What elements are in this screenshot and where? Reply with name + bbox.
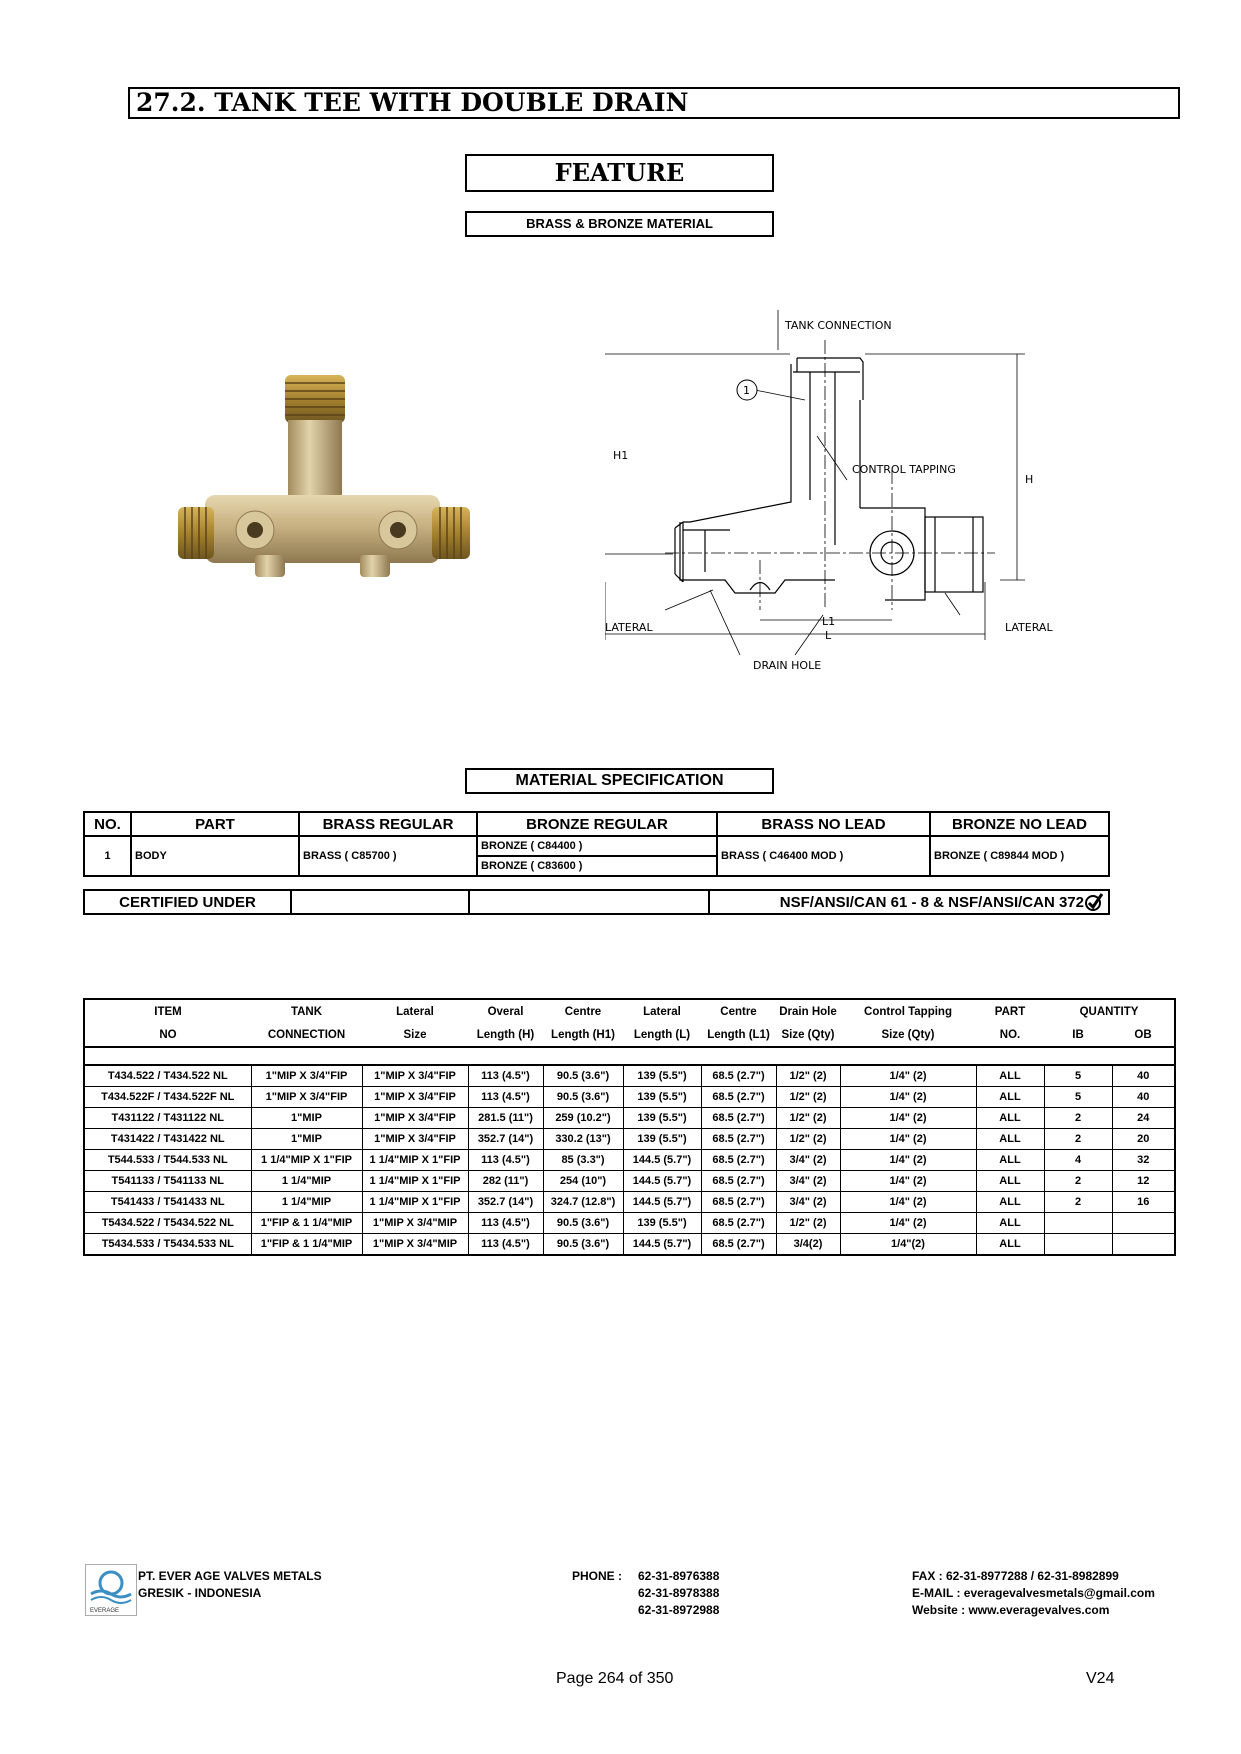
hdr-part-no: NO. — [976, 1023, 1044, 1047]
table-cell: ALL — [976, 1108, 1044, 1129]
hdr-part: PART — [994, 1005, 1026, 1018]
table-cell: 1/4" (2) — [840, 1108, 976, 1129]
table-cell: 330.2 (13") — [543, 1129, 623, 1150]
table-cell: T431122 / T431122 NL — [84, 1108, 251, 1129]
table-cell: 32 — [1112, 1150, 1175, 1171]
table-cell: 281.5 (11") — [468, 1108, 543, 1129]
table-cell: 90.5 (3.6") — [543, 1065, 623, 1087]
row-brass-regular: BRASS ( C85700 ) — [299, 836, 477, 876]
col-brass-no-lead: BRASS NO LEAD — [717, 812, 930, 836]
row-bronze-no-lead: BRONZE ( C89844 MOD ) — [930, 836, 1109, 876]
table-cell: 139 (5.5") — [623, 1129, 701, 1150]
company-block — [138, 1568, 322, 1602]
table-cell: 139 (5.5") — [623, 1108, 701, 1129]
table-cell: 5 — [1044, 1065, 1112, 1087]
table-cell: ALL — [976, 1234, 1044, 1256]
table-cell: T434.522F / T434.522F NL — [84, 1087, 251, 1108]
company-name: PT. EVER AGE VALVES METALS — [138, 1569, 322, 1583]
row-brass-no-lead: BRASS ( C46400 MOD ) — [717, 836, 930, 876]
table-cell: 259 (10.2") — [543, 1108, 623, 1129]
table-row — [84, 1213, 1175, 1234]
table-cell: 1/4" (2) — [840, 1171, 976, 1192]
version: V24 — [1086, 1670, 1115, 1687]
table-cell: T541433 / T541433 NL — [84, 1192, 251, 1213]
table-cell: 113 (4.5") — [468, 1087, 543, 1108]
hdr-quantity: QUANTITY — [1079, 1005, 1139, 1018]
table-cell: 1"FIP & 1 1/4"MIP — [251, 1234, 362, 1256]
table-cell: 1/4" (2) — [840, 1087, 976, 1108]
product-table — [83, 998, 1176, 1256]
col-part: PART — [131, 812, 299, 836]
label-control-tapping: CONTROL TAPPING — [852, 463, 956, 476]
hdr-drain-size: Size (Qty) — [776, 1023, 840, 1047]
table-cell: 1 1/4"MIP X 1"FIP — [251, 1150, 362, 1171]
hdr-length-l1: Length (L1) — [701, 1023, 776, 1047]
table-cell: 1 1/4"MIP X 1"FIP — [362, 1192, 468, 1213]
hdr-connection: CONNECTION — [251, 1023, 362, 1047]
table-cell: 144.5 (5.7") — [623, 1171, 701, 1192]
table-cell: 139 (5.5") — [623, 1213, 701, 1234]
label-lateral-right: LATERAL — [1005, 621, 1053, 634]
table-cell: 1 1/4"MIP X 1"FIP — [362, 1171, 468, 1192]
table-cell: 1"MIP X 3/4"FIP — [251, 1087, 362, 1108]
table-cell: 4 — [1044, 1150, 1112, 1171]
table-cell: 3/4" (2) — [776, 1192, 840, 1213]
table-cell: 90.5 (3.6") — [543, 1087, 623, 1108]
table-row — [84, 1171, 1175, 1192]
table-cell: 68.5 (2.7") — [701, 1171, 776, 1192]
phone-block — [638, 1568, 719, 1619]
table-row — [84, 1234, 1175, 1256]
hdr-no: NO — [84, 1023, 251, 1047]
label-lateral-left: LATERAL — [605, 621, 653, 634]
product-header-row-1 — [84, 999, 1175, 1023]
table-cell: T544.533 / T544.533 NL — [84, 1150, 251, 1171]
col-no: NO. — [84, 812, 131, 836]
table-cell: 1"MIP X 3/4"MIP — [362, 1213, 468, 1234]
section-title: 27.2. TANK TEE WITH DOUBLE DRAIN — [128, 87, 1180, 119]
table-cell: 68.5 (2.7") — [701, 1129, 776, 1150]
contact-block — [912, 1568, 1155, 1619]
table-row — [84, 1150, 1175, 1171]
table-cell: 1/4" (2) — [840, 1065, 976, 1087]
hdr-centre: Centre — [564, 1005, 602, 1018]
table-cell: 1"MIP X 3/4"FIP — [362, 1129, 468, 1150]
callout-number: 1 — [743, 384, 750, 397]
table-row — [84, 1108, 1175, 1129]
col-bronze-regular: BRONZE REGULAR — [477, 812, 717, 836]
table-cell: 40 — [1112, 1065, 1175, 1087]
label-drain-hole: DRAIN HOLE — [753, 659, 822, 672]
table-cell: 1/4" (2) — [840, 1129, 976, 1150]
table-cell: ALL — [976, 1213, 1044, 1234]
material-spec-row — [84, 836, 1109, 856]
table-cell: 2 — [1044, 1171, 1112, 1192]
table-cell: 2 — [1044, 1129, 1112, 1150]
phone-2: 62-31-8978388 — [638, 1586, 720, 1600]
label-h: H — [1025, 473, 1034, 486]
table-cell: 1 1/4"MIP X 1"FIP — [362, 1150, 468, 1171]
table-cell: 1"FIP & 1 1/4"MIP — [251, 1213, 362, 1234]
table-cell: 68.5 (2.7") — [701, 1150, 776, 1171]
table-cell: 2 — [1044, 1192, 1112, 1213]
table-cell: 1/2" (2) — [776, 1108, 840, 1129]
hdr-centre-l1: Centre — [720, 1005, 757, 1018]
table-row — [84, 1192, 1175, 1213]
table-cell: 1"MIP X 3/4"FIP — [251, 1065, 362, 1087]
certified-value: NSF/ANSI/CAN 61 - 8 & NSF/ANSI/CAN 372 — [779, 893, 1084, 911]
hdr-overal: Overal — [487, 1005, 524, 1018]
table-cell: ALL — [976, 1192, 1044, 1213]
table-cell: 254 (10") — [543, 1171, 623, 1192]
table-cell: 1/2" (2) — [776, 1129, 840, 1150]
table-cell: 16 — [1112, 1192, 1175, 1213]
table-cell: 324.7 (12.8") — [543, 1192, 623, 1213]
table-cell: 113 (4.5") — [468, 1150, 543, 1171]
table-cell: 139 (5.5") — [623, 1087, 701, 1108]
label-l1: L1 — [822, 615, 836, 628]
table-row — [84, 1087, 1175, 1108]
table-cell: 1/4" (2) — [840, 1150, 976, 1171]
table-cell: 68.5 (2.7") — [701, 1087, 776, 1108]
table-cell: 1 1/4"MIP — [251, 1171, 362, 1192]
table-cell: 113 (4.5") — [468, 1213, 543, 1234]
logo-text: EVERAGE — [90, 1608, 120, 1614]
table-cell: 1 1/4"MIP — [251, 1192, 362, 1213]
hdr-length-h: Length (H) — [468, 1023, 543, 1047]
label-l: L — [825, 629, 832, 642]
check-icon — [1084, 892, 1104, 912]
hdr-tapping-size: Size (Qty) — [840, 1023, 976, 1047]
table-cell: 352.7 (14") — [468, 1129, 543, 1150]
table-cell: 144.5 (5.7") — [623, 1150, 701, 1171]
table-cell: 1"MIP — [251, 1129, 362, 1150]
hdr-length-h1: Length (H1) — [543, 1023, 623, 1047]
table-cell: 1"MIP X 3/4"FIP — [362, 1087, 468, 1108]
hdr-ib: IB — [1044, 1023, 1112, 1047]
row-bronze-regular-1: BRONZE ( C84400 ) — [477, 836, 717, 856]
table-cell: 3/4(2) — [776, 1234, 840, 1256]
table-cell: 2 — [1044, 1108, 1112, 1129]
phone-label: PHONE : — [572, 1569, 623, 1583]
company-location: GRESIK - INDONESIA — [138, 1586, 262, 1600]
table-cell: T541133 / T541133 NL — [84, 1171, 251, 1192]
table-cell: 3/4" (2) — [776, 1171, 840, 1192]
table-cell — [1044, 1234, 1112, 1256]
hdr-ob: OB — [1112, 1023, 1175, 1047]
material-spec-header-row — [84, 812, 1109, 836]
table-cell: 85 (3.3") — [543, 1150, 623, 1171]
table-row — [84, 1065, 1175, 1087]
table-cell: T5434.533 / T5434.533 NL — [84, 1234, 251, 1256]
table-cell: T434.522 / T434.522 NL — [84, 1065, 251, 1087]
table-cell: ALL — [976, 1065, 1044, 1087]
table-cell: 1/2" (2) — [776, 1087, 840, 1108]
hdr-size: Size — [362, 1023, 468, 1047]
table-cell: 1"MIP X 3/4"FIP — [362, 1065, 468, 1087]
hdr-length-l: Length (L) — [623, 1023, 701, 1047]
website-link[interactable]: Website : www.everagevalves.com — [912, 1603, 1110, 1617]
product-photo — [170, 365, 490, 605]
product-rows — [84, 1065, 1175, 1255]
table-cell: 1/4" (2) — [840, 1213, 976, 1234]
product-header-row-2 — [84, 1023, 1175, 1047]
table-cell: 5 — [1044, 1087, 1112, 1108]
table-cell: 1"MIP X 3/4"MIP — [362, 1234, 468, 1256]
table-cell: 68.5 (2.7") — [701, 1108, 776, 1129]
phone-3: 62-31-8972988 — [638, 1603, 720, 1617]
table-row — [84, 1129, 1175, 1150]
feature-material: BRASS & BRONZE MATERIAL — [465, 211, 774, 237]
table-cell: T431422 / T431422 NL — [84, 1129, 251, 1150]
table-cell: 1"MIP X 3/4"FIP — [362, 1108, 468, 1129]
table-cell: 24 — [1112, 1108, 1175, 1129]
hdr-drain-hole: Drain Hole — [779, 1005, 837, 1018]
table-cell: 12 — [1112, 1171, 1175, 1192]
table-cell: 90.5 (3.6") — [543, 1234, 623, 1256]
table-cell: ALL — [976, 1129, 1044, 1150]
technical-drawing — [605, 310, 1065, 680]
certification-table — [83, 889, 1110, 915]
table-cell: 1/2" (2) — [776, 1065, 840, 1087]
col-brass-regular: BRASS REGULAR — [299, 812, 477, 836]
row-bronze-regular-2: BRONZE ( C83600 ) — [477, 856, 717, 876]
table-cell: ALL — [976, 1150, 1044, 1171]
table-cell: 68.5 (2.7") — [701, 1213, 776, 1234]
table-cell: 139 (5.5") — [623, 1065, 701, 1087]
table-cell: T5434.522 / T5434.522 NL — [84, 1213, 251, 1234]
row-no: 1 — [84, 836, 131, 876]
table-cell: 352.7 (14") — [468, 1192, 543, 1213]
table-cell: 144.5 (5.7") — [623, 1234, 701, 1256]
hdr-lateral: Lateral — [396, 1005, 434, 1018]
fax: FAX : 62-31-8977288 / 62-31-8982899 — [912, 1569, 1119, 1583]
material-spec-heading: MATERIAL SPECIFICATION — [465, 768, 774, 794]
table-cell: ALL — [976, 1087, 1044, 1108]
label-tank-connection: TANK CONNECTION — [785, 319, 892, 332]
table-cell: 113 (4.5") — [468, 1234, 543, 1256]
table-cell: 1/4"(2) — [840, 1234, 976, 1256]
table-cell — [1044, 1213, 1112, 1234]
table-cell: 68.5 (2.7") — [701, 1234, 776, 1256]
label-h1: H1 — [613, 449, 629, 462]
table-cell: 1/2" (2) — [776, 1213, 840, 1234]
table-cell: 113 (4.5") — [468, 1065, 543, 1087]
table-cell: 1"MIP — [251, 1108, 362, 1129]
table-cell: 68.5 (2.7") — [701, 1192, 776, 1213]
col-bronze-no-lead: BRONZE NO LEAD — [930, 812, 1109, 836]
table-cell: 3/4" (2) — [776, 1150, 840, 1171]
hdr-item: ITEM — [154, 1005, 182, 1018]
table-cell: 68.5 (2.7") — [701, 1065, 776, 1087]
table-cell: 144.5 (5.7") — [623, 1192, 701, 1213]
material-spec-table — [83, 811, 1110, 877]
certified-label: CERTIFIED UNDER — [84, 890, 291, 914]
table-cell: 282 (11") — [468, 1171, 543, 1192]
hdr-lateral-length: Lateral — [643, 1005, 681, 1018]
table-cell — [1112, 1234, 1175, 1256]
table-cell: 20 — [1112, 1129, 1175, 1150]
table-cell: 90.5 (3.6") — [543, 1213, 623, 1234]
table-cell — [1112, 1213, 1175, 1234]
feature-heading: FEATURE — [465, 154, 774, 192]
phone-1: 62-31-8976388 — [638, 1569, 720, 1583]
table-cell: ALL — [976, 1171, 1044, 1192]
table-cell: 40 — [1112, 1087, 1175, 1108]
table-cell: 1/4" (2) — [840, 1192, 976, 1213]
hdr-tank: TANK — [290, 1005, 323, 1018]
hdr-control-tapping: Control Tapping — [864, 1005, 952, 1018]
everage-logo — [85, 1564, 137, 1616]
row-part: BODY — [131, 836, 299, 876]
email-link[interactable]: E-MAIL : everagevalvesmetals@gmail.com — [912, 1586, 1155, 1600]
page-number: Page 264 of 350 — [556, 1670, 674, 1687]
